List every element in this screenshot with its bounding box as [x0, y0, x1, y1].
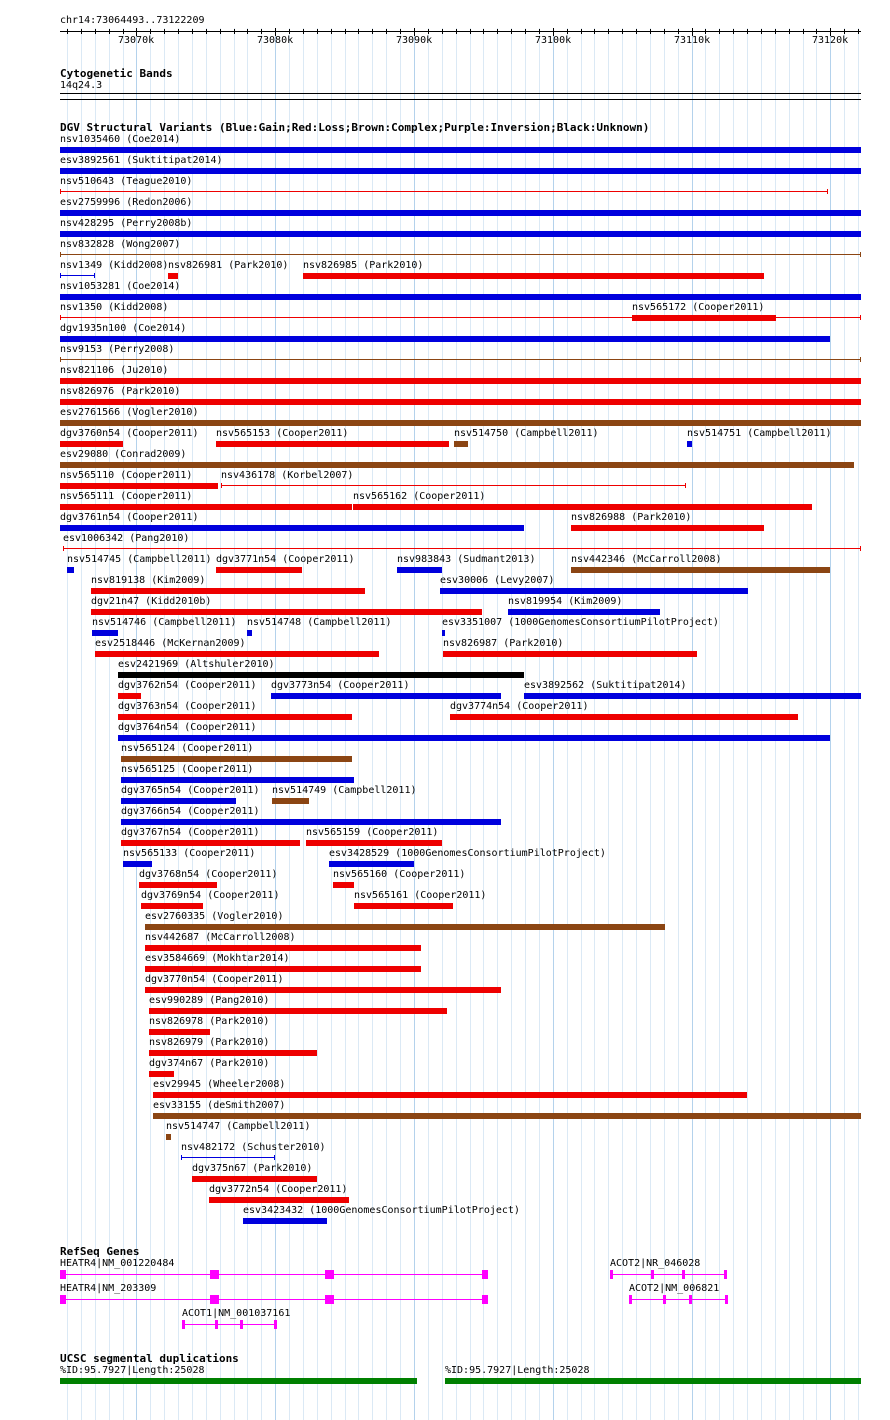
dgv-feature-label[interactable]: nsv1350 (Kidd2008) [60, 302, 169, 313]
ruler-tick [386, 29, 387, 34]
dgv-feature-bar[interactable] [145, 924, 665, 930]
cytoband-label[interactable]: 14q24.3 [60, 80, 103, 91]
gene-exon[interactable] [689, 1295, 692, 1304]
dgv-feature-bar[interactable] [145, 966, 421, 972]
ruler-tick [622, 29, 623, 34]
ruler-tick [400, 29, 401, 34]
dgv-feature-label[interactable]: esv2759996 (Redon2006) [60, 197, 193, 208]
dgv-feature-bar[interactable] [60, 336, 830, 342]
dgv-feature-bar[interactable] [118, 735, 830, 741]
dgv-feature-bar[interactable] [60, 168, 861, 174]
dgv-feature-label[interactable]: nsv565162 (Cooper2011) [353, 491, 486, 502]
dgv-feature-line[interactable] [60, 275, 95, 276]
dgv-feature-line[interactable] [63, 548, 861, 549]
gene-exon[interactable] [629, 1295, 632, 1304]
dgv-feature-bar[interactable] [118, 672, 524, 678]
dgv-feature-bar[interactable] [145, 945, 421, 951]
ruler-tick [858, 29, 859, 34]
ruler-tick [470, 29, 471, 34]
dgv-feature-bar[interactable] [60, 231, 861, 237]
dgv-feature-bar[interactable] [91, 609, 482, 615]
dgv-feature-label[interactable]: nsv510643 (Teague2010) [60, 176, 193, 187]
dgv-feature-bar[interactable] [192, 1176, 317, 1182]
dgv-feature-bar[interactable] [60, 420, 861, 426]
dgv-feature-label[interactable]: dgv3762n54 (Cooper2011) [118, 680, 257, 691]
ruler-tick [372, 29, 373, 34]
dgv-feature-bar[interactable] [91, 588, 365, 594]
ruler-tick [206, 29, 207, 34]
dgv-feature-bar[interactable] [60, 210, 861, 216]
dgv-feature-line[interactable] [221, 485, 686, 486]
dgv-feature-endcap [860, 546, 861, 551]
cytoband-track-title: Cytogenetic Bands [60, 67, 173, 80]
dgv-feature-bar[interactable] [271, 693, 501, 699]
ruler-tick [539, 29, 540, 34]
dgv-feature-label[interactable]: nsv9153 (Perry2008) [60, 344, 175, 355]
dgv-feature-label[interactable]: nsv1349 (Kidd2008) [60, 260, 169, 271]
dgv-feature-bar[interactable] [60, 294, 861, 300]
dgv-feature-label[interactable]: nsv826987 (Park2010) [443, 638, 564, 649]
dgv-feature-line[interactable] [60, 191, 828, 192]
segdup-label[interactable]: %ID:95.7927|Length:25028 [60, 1365, 205, 1376]
dgv-feature-bar[interactable] [149, 1050, 317, 1056]
dgv-feature-label[interactable]: esv990289 (Pang2010) [149, 995, 270, 1006]
ruler-tick [178, 29, 179, 34]
ruler-tick [761, 29, 762, 34]
ruler-tick [803, 29, 804, 34]
gene-exon[interactable] [325, 1270, 334, 1279]
dgv-feature-endcap [827, 189, 828, 194]
ruler-tick [192, 29, 193, 34]
dgv-feature-bar[interactable] [687, 441, 692, 447]
dgv-feature-bar[interactable] [440, 588, 748, 594]
gene-exon[interactable] [663, 1295, 666, 1304]
ruler-tick [650, 29, 651, 34]
gene-exon[interactable] [274, 1320, 277, 1329]
dgv-feature-label[interactable]: nsv436178 (Korbel2007) [221, 470, 354, 481]
ruler-tick-label: 73080k [257, 35, 294, 46]
dgv-feature-label[interactable]: nsv565124 (Cooper2011) [121, 743, 254, 754]
dgv-feature-bar[interactable] [333, 882, 354, 888]
dgv-feature-endcap [94, 273, 95, 278]
ruler-tick [358, 29, 359, 34]
dgv-feature-label[interactable]: nsv832828 (Wong2007) [60, 239, 181, 250]
dgv-feature-line[interactable] [60, 359, 861, 360]
dgv-feature-label[interactable]: nsv514748 (Campbell2011) [247, 617, 392, 628]
dgv-feature-bar[interactable] [60, 462, 854, 468]
dgv-feature-bar[interactable] [303, 273, 764, 279]
gene-exon[interactable] [724, 1270, 727, 1279]
ruler-tick [317, 29, 318, 34]
dgv-feature-label[interactable]: nsv565161 (Cooper2011) [354, 890, 487, 901]
ruler-tick-label: 73100k [535, 35, 572, 46]
dgv-feature-bar[interactable] [60, 399, 861, 405]
ruler-tick [150, 29, 151, 34]
dgv-feature-bar[interactable] [121, 777, 354, 783]
dgv-feature-bar[interactable] [524, 693, 861, 699]
ruler-tick [775, 29, 776, 34]
dgv-feature-bar[interactable] [139, 882, 217, 888]
gene-label[interactable]: HEATR4|NM_001220484 [60, 1258, 175, 1269]
dgv-feature-endcap [60, 189, 61, 194]
ruler-tick [234, 29, 235, 34]
dgv-feature-endcap [860, 252, 861, 257]
dgv-feature-endcap [60, 315, 61, 320]
dgv-feature-label[interactable]: nsv819138 (Kim2009) [91, 575, 206, 586]
dgv-feature-bar[interactable] [243, 1218, 327, 1224]
dgv-feature-label[interactable]: nsv1053281 (Coe2014) [60, 281, 181, 292]
ruler-tick [164, 29, 165, 34]
dgv-feature-label[interactable]: nsv442346 (McCarroll2008) [571, 554, 722, 565]
ruler-tick [747, 29, 748, 34]
dgv-feature-endcap [60, 252, 61, 257]
gene-exon[interactable] [240, 1320, 243, 1329]
gene-label[interactable]: HEATR4|NM_203309 [60, 1283, 157, 1294]
dgv-feature-bar[interactable] [121, 819, 501, 825]
ruler-tick-label: 73070k [118, 35, 155, 46]
dgv-feature-bar[interactable] [60, 483, 218, 489]
ruler-tick [220, 29, 221, 34]
dgv-feature-bar[interactable] [353, 504, 812, 510]
gene-label[interactable]: ACOT1|NM_001037161 [182, 1308, 291, 1319]
gene-exon[interactable] [182, 1320, 185, 1329]
dgv-feature-endcap [860, 357, 861, 362]
dgv-feature-label[interactable]: nsv826976 (Park2010) [60, 386, 181, 397]
ruler-tick-label: 73110k [674, 35, 711, 46]
dgv-feature-label[interactable]: dgv3761n54 (Cooper2011) [60, 512, 199, 523]
dgv-feature-bar[interactable] [153, 1092, 747, 1098]
dgv-feature-label[interactable]: esv2760335 (Vogler2010) [145, 911, 284, 922]
ruler-tick [664, 29, 665, 34]
dgv-feature-bar[interactable] [571, 525, 764, 531]
ruler-tick [456, 29, 457, 34]
dgv-feature-label[interactable]: esv2518446 (McKernan2009) [95, 638, 246, 649]
gene-exon[interactable] [210, 1295, 219, 1304]
ruler-tick [608, 29, 609, 34]
dgv-feature-label[interactable]: nsv565159 (Cooper2011) [306, 827, 439, 838]
dgv-feature-label[interactable]: nsv565111 (Cooper2011) [60, 491, 193, 502]
dgv-feature-label[interactable]: nsv826988 (Park2010) [571, 512, 692, 523]
gene-exon[interactable] [482, 1270, 488, 1279]
ruler-tick [594, 29, 595, 34]
gene-exon[interactable] [651, 1270, 654, 1279]
dgv-feature-bar[interactable] [443, 651, 697, 657]
ruler-tick-label: 73120k [812, 35, 849, 46]
dgv-feature-endcap [274, 1155, 275, 1160]
dgv-feature-label[interactable]: esv2421969 (Altshuler2010) [118, 659, 275, 670]
ruler-tick [331, 29, 332, 34]
dgv-feature-label[interactable]: dgv3765n54 (Cooper2011) [121, 785, 260, 796]
dgv-feature-label[interactable]: dgv375n67 (Park2010) [192, 1163, 313, 1174]
dgv-feature-label[interactable]: esv30006 (Levy2007) [440, 575, 555, 586]
dgv-feature-bar[interactable] [272, 798, 309, 804]
dgv-feature-bar[interactable] [121, 756, 352, 762]
dgv-feature-bar[interactable] [118, 693, 141, 699]
segdup-track-title: UCSC segmental duplications [60, 1352, 239, 1365]
dgv-feature-bar[interactable] [67, 567, 74, 573]
dgv-feature-bar[interactable] [149, 1008, 447, 1014]
dgv-feature-label[interactable]: esv29080 (Conrad2009) [60, 449, 187, 460]
dgv-feature-endcap [63, 546, 64, 551]
dgv-feature-bar[interactable] [247, 630, 252, 636]
dgv-feature-line[interactable] [181, 1157, 275, 1158]
dgv-feature-label[interactable]: nsv565160 (Cooper2011) [333, 869, 466, 880]
dgv-feature-label[interactable]: esv3423432 (1000GenomesConsortiumPilotProject) [243, 1205, 520, 1216]
ruler-tick [442, 29, 443, 34]
gene-intron-line[interactable] [60, 1274, 488, 1275]
dgv-feature-bar[interactable] [149, 1029, 210, 1035]
dgv-feature-bar[interactable] [123, 861, 152, 867]
ruler-tick [733, 29, 734, 34]
dgv-feature-label[interactable]: esv3892561 (Suktitipat2014) [60, 155, 223, 166]
dgv-feature-bar[interactable] [168, 273, 178, 279]
dgv-feature-endcap [860, 315, 861, 320]
dgv-feature-label[interactable]: nsv565133 (Cooper2011) [123, 848, 256, 859]
segdup-label[interactable]: %ID:95.7927|Length:25028 [445, 1365, 590, 1376]
dgv-feature-label[interactable]: nsv514746 (Campbell2011) [92, 617, 237, 628]
dgv-feature-label[interactable]: esv29945 (Wheeler2008) [153, 1079, 286, 1090]
dgv-feature-bar[interactable] [60, 525, 524, 531]
dgv-feature-label[interactable]: nsv482172 (Schuster2010) [181, 1142, 326, 1153]
ruler-tick [581, 29, 582, 34]
gene-exon[interactable] [215, 1320, 218, 1329]
dgv-feature-bar[interactable] [60, 504, 352, 510]
gene-exon[interactable] [210, 1270, 219, 1279]
dgv-feature-bar[interactable] [145, 987, 501, 993]
dgv-feature-label[interactable]: nsv565125 (Cooper2011) [121, 764, 254, 775]
dgv-feature-bar[interactable] [354, 903, 453, 909]
ruler-tick [261, 29, 262, 34]
dgv-feature-label[interactable]: dgv3774n54 (Cooper2011) [450, 701, 589, 712]
dgv-feature-label[interactable]: dgv374n67 (Park2010) [149, 1058, 270, 1069]
ruler-tick [483, 29, 484, 34]
dgv-feature-endcap [221, 483, 222, 488]
ruler-tick [636, 29, 637, 34]
dgv-feature-label[interactable]: nsv514750 (Campbell2011) [454, 428, 599, 439]
ruler-tick [789, 29, 790, 34]
dgv-feature-label[interactable]: dgv3763n54 (Cooper2011) [118, 701, 257, 712]
gene-exon[interactable] [60, 1270, 66, 1279]
dgv-feature-bar[interactable] [121, 840, 300, 846]
dgv-feature-label[interactable]: esv3428529 (1000GenomesConsortiumPilotProject) [329, 848, 606, 859]
dgv-feature-bar[interactable] [149, 1071, 174, 1077]
dgv-feature-label[interactable]: nsv826978 (Park2010) [149, 1016, 270, 1027]
dgv-feature-label[interactable]: esv2761566 (Vogler2010) [60, 407, 199, 418]
dgv-feature-label[interactable]: nsv565172 (Cooper2011) [632, 302, 765, 313]
dgv-feature-line[interactable] [60, 254, 861, 255]
dgv-feature-label[interactable]: nsv565110 (Cooper2011) [60, 470, 193, 481]
gene-intron-line[interactable] [610, 1274, 726, 1275]
ruler-tick [816, 29, 817, 34]
dgv-feature-label[interactable]: nsv819954 (Kim2009) [508, 596, 623, 607]
ruler-axis [60, 31, 861, 32]
dgv-feature-bar[interactable] [209, 1197, 349, 1203]
ruler-tick [719, 29, 720, 34]
gene-intron-line[interactable] [182, 1324, 275, 1325]
dgv-feature-label[interactable]: dgv3771n54 (Cooper2011) [216, 554, 355, 565]
gene-label[interactable]: ACOT2|NR_046028 [610, 1258, 701, 1269]
ruler-tick [497, 29, 498, 34]
dgv-track-title: DGV Structural Variants (Blue:Gain;Red:Loss;Brown:Complex;Purple:Inversion;Black:Unknown) [60, 121, 650, 134]
dgv-feature-label[interactable]: nsv826979 (Park2010) [149, 1037, 270, 1048]
gene-intron-line[interactable] [629, 1299, 726, 1300]
dgv-feature-bar[interactable] [442, 630, 445, 636]
ruler-tick [109, 29, 110, 34]
dgv-feature-label[interactable]: dgv3772n54 (Cooper2011) [209, 1184, 348, 1195]
dgv-feature-bar[interactable] [60, 441, 123, 447]
gene-exon[interactable] [725, 1295, 728, 1304]
dgv-feature-label[interactable]: dgv3764n54 (Cooper2011) [118, 722, 257, 733]
dgv-feature-label[interactable]: nsv514749 (Campbell2011) [272, 785, 417, 796]
gene-exon[interactable] [482, 1295, 488, 1304]
dgv-feature-label[interactable]: nsv1035460 (Coe2014) [60, 134, 181, 145]
gene-intron-line[interactable] [60, 1299, 488, 1300]
dgv-feature-bar[interactable] [60, 378, 861, 384]
dgv-feature-label[interactable]: nsv428295 (Perry2008b) [60, 218, 193, 229]
dgv-feature-label[interactable]: dgv3769n54 (Cooper2011) [141, 890, 280, 901]
dgv-feature-label[interactable]: esv3351007 (1000GenomesConsortiumPilotProject) [442, 617, 719, 628]
dgv-feature-bar[interactable] [95, 651, 379, 657]
dgv-feature-bar[interactable] [92, 630, 118, 636]
dgv-feature-bar[interactable] [450, 714, 798, 720]
dgv-feature-endcap [181, 1155, 182, 1160]
ruler-tick [345, 29, 346, 34]
dgv-feature-label[interactable]: dgv3770n54 (Cooper2011) [145, 974, 284, 985]
dgv-feature-bar[interactable] [508, 609, 660, 615]
dgv-feature-bar[interactable] [216, 567, 302, 573]
ruler-tick [511, 29, 512, 34]
dgv-feature-label[interactable]: dgv3766n54 (Cooper2011) [121, 806, 260, 817]
segdup-bar[interactable] [445, 1378, 861, 1384]
dgv-feature-label[interactable]: nsv983843 (Sudmant2013) [397, 554, 536, 565]
ruler-tick [303, 29, 304, 34]
dgv-feature-label[interactable]: nsv514745 (Campbell2011) [67, 554, 212, 565]
dgv-feature-bar[interactable] [118, 714, 352, 720]
dgv-feature-label[interactable]: dgv3760n54 (Cooper2011) [60, 428, 199, 439]
ruler-position: chr14:73064493..73122209 [60, 15, 205, 26]
dgv-feature-label[interactable]: dgv3767n54 (Cooper2011) [121, 827, 260, 838]
gene-exon[interactable] [325, 1295, 334, 1304]
dgv-feature-bar[interactable] [60, 147, 861, 153]
segdup-bar[interactable] [60, 1378, 417, 1384]
cytoband-bar-top [60, 93, 861, 94]
gene-exon[interactable] [610, 1270, 613, 1279]
dgv-feature-bar[interactable] [166, 1134, 171, 1140]
gene-label[interactable]: ACOT2|NM_006821 [629, 1283, 720, 1294]
dgv-feature-label[interactable]: nsv826981 (Park2010) [168, 260, 289, 271]
ruler-tick [289, 29, 290, 34]
refseq-track-title: RefSeq Genes [60, 1245, 140, 1258]
dgv-feature-label[interactable]: esv1006342 (Pang2010) [63, 533, 190, 544]
dgv-feature-endcap [685, 483, 686, 488]
dgv-feature-label[interactable]: dgv21n47 (Kidd2010b) [91, 596, 212, 607]
dgv-feature-label[interactable]: esv3584669 (Mokhtar2014) [145, 953, 290, 964]
ruler-tick [705, 29, 706, 34]
dgv-feature-label[interactable]: dgv1935n100 (Coe2014) [60, 323, 187, 334]
dgv-feature-endcap [60, 357, 61, 362]
dgv-feature-bar[interactable] [153, 1113, 861, 1119]
ruler-tick [95, 29, 96, 34]
dgv-feature-label[interactable]: esv3892562 (Suktitipat2014) [524, 680, 687, 691]
gene-exon[interactable] [682, 1270, 685, 1279]
ruler-tick [67, 29, 68, 34]
dgv-feature-label[interactable]: dgv3768n54 (Cooper2011) [139, 869, 278, 880]
dgv-feature-label[interactable]: esv33155 (deSmith2007) [153, 1100, 286, 1111]
dgv-feature-bar[interactable] [306, 840, 442, 846]
ruler-tick [81, 29, 82, 34]
ruler-tick [247, 29, 248, 34]
dgv-feature-label[interactable]: nsv514751 (Campbell2011) [687, 428, 832, 439]
dgv-feature-bar[interactable] [216, 441, 449, 447]
ruler-tick [525, 29, 526, 34]
ruler-tick [844, 29, 845, 34]
dgv-feature-label[interactable]: nsv826985 (Park2010) [303, 260, 424, 271]
ruler-tick [678, 29, 679, 34]
dgv-feature-bar[interactable] [454, 441, 468, 447]
dgv-feature-bar[interactable] [121, 798, 236, 804]
ruler-tick-label: 73090k [396, 35, 433, 46]
ruler-tick [567, 29, 568, 34]
dgv-feature-bar[interactable] [397, 567, 442, 573]
ruler-tick [428, 29, 429, 34]
dgv-feature-bar[interactable] [141, 903, 203, 909]
dgv-feature-label[interactable]: nsv565153 (Cooper2011) [216, 428, 349, 439]
dgv-feature-label[interactable]: nsv821106 (Ju2010) [60, 365, 169, 376]
ruler-tick [123, 29, 124, 34]
gene-exon[interactable] [60, 1295, 66, 1304]
dgv-feature-bar[interactable] [329, 861, 414, 867]
dgv-feature-label[interactable]: dgv3773n54 (Cooper2011) [271, 680, 410, 691]
dgv-feature-bar[interactable] [571, 567, 830, 573]
dgv-feature-label[interactable]: nsv514747 (Campbell2011) [166, 1121, 311, 1132]
dgv-feature-label[interactable]: nsv442687 (McCarroll2008) [145, 932, 296, 943]
dgv-feature-endcap [60, 273, 61, 278]
dgv-feature-bar[interactable] [632, 315, 776, 321]
cytoband-bar-bottom [60, 99, 861, 100]
